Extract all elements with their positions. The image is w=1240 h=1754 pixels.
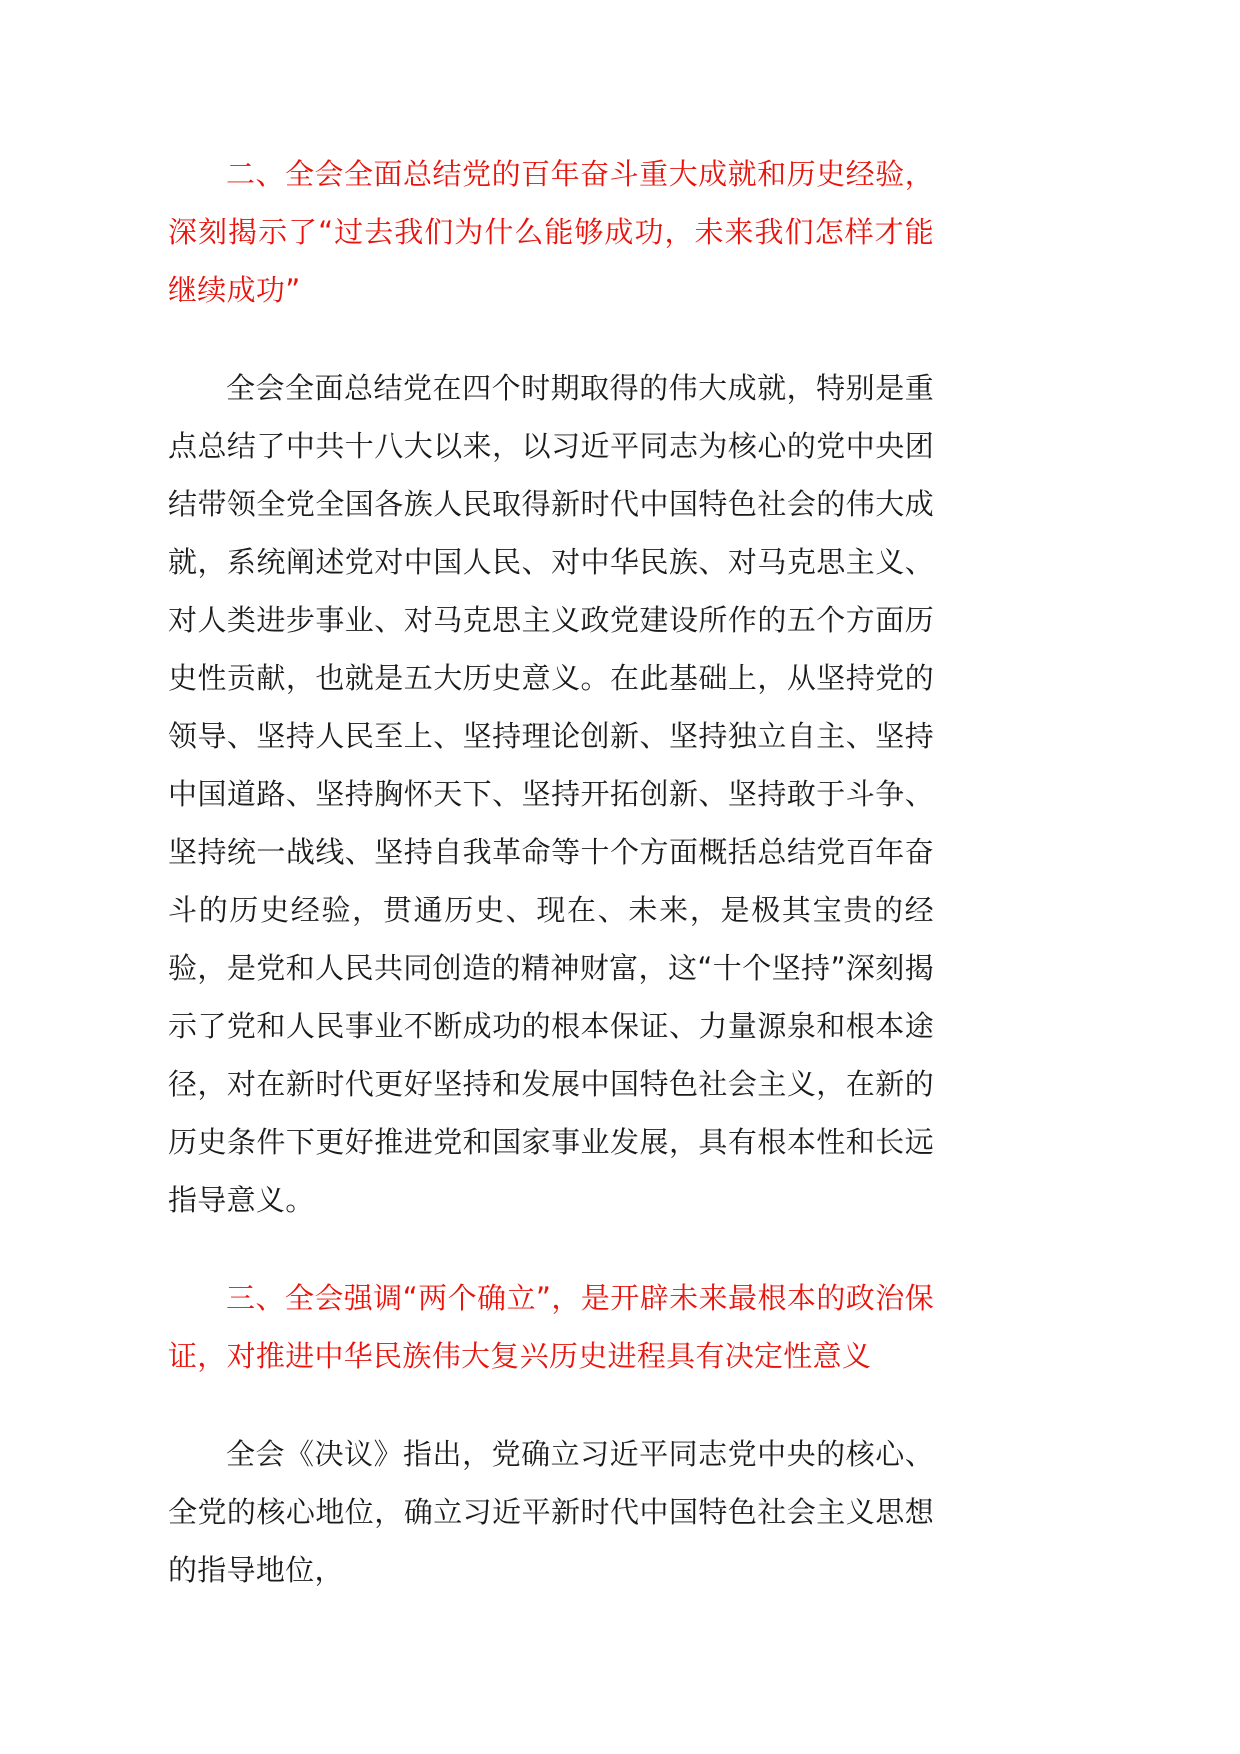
paragraph-spacer: [168, 319, 934, 359]
section-3-body: 全会《决议》指出，党确立习近平同志党中央的核心、全党的核心地位，确立习近平新时代中国特色社会主义思想的指导地位，: [168, 1437, 934, 1587]
section-2-body: 全会全面总结党在四个时期取得的伟大成就，特别是重点总结了中共十八大以来，以习近平同志为核心的党中央团结带领全党全国各族人民取得新时代中国特色社会的伟大成就，系统阐述党对中国人民、对中华民族、对马克思主义、对人类进步事业、对马克思主义政党建设所作的五个方面历史性贡献，也就是五大历史意义。在此基础上，从坚持党的领导、坚持人民至上、坚持理论创新、坚持独立自主、坚持中国道路、坚持胸怀天下、坚持开拓创新、坚持敢于斗争、坚持统一战线、坚持自我革命等十个方面概括总结党百年奋斗的历史经验，贯通历史、现在、未来，是极其宝贵的经验，是党和人民共同创造的精神财富，这“十个坚持”深刻揭示了党和人民事业不断成功的根本保证、力量源泉和根本途径，对在新时代更好坚持和发展中国特色社会主义，在新的历史条件下更好推进党和国家事业发展，具有根本性和长远指导意义。: [168, 371, 934, 1217]
section-3-heading: 三、全会强调“两个确立”，是开辟未来最根本的政治保证，对推进中华民族伟大复兴历史进程具有决定性意义: [168, 1281, 934, 1373]
section-2-heading: 二、全会全面总结党的百年奋斗重大成就和历史经验，深刻揭示了“过去我们为什么能够成功，未来我们怎样才能继续成功”: [168, 157, 934, 307]
paragraph-spacer: [168, 1385, 934, 1425]
paragraph-spacer: [168, 1229, 934, 1269]
document-content: [168, 145, 934, 1599]
